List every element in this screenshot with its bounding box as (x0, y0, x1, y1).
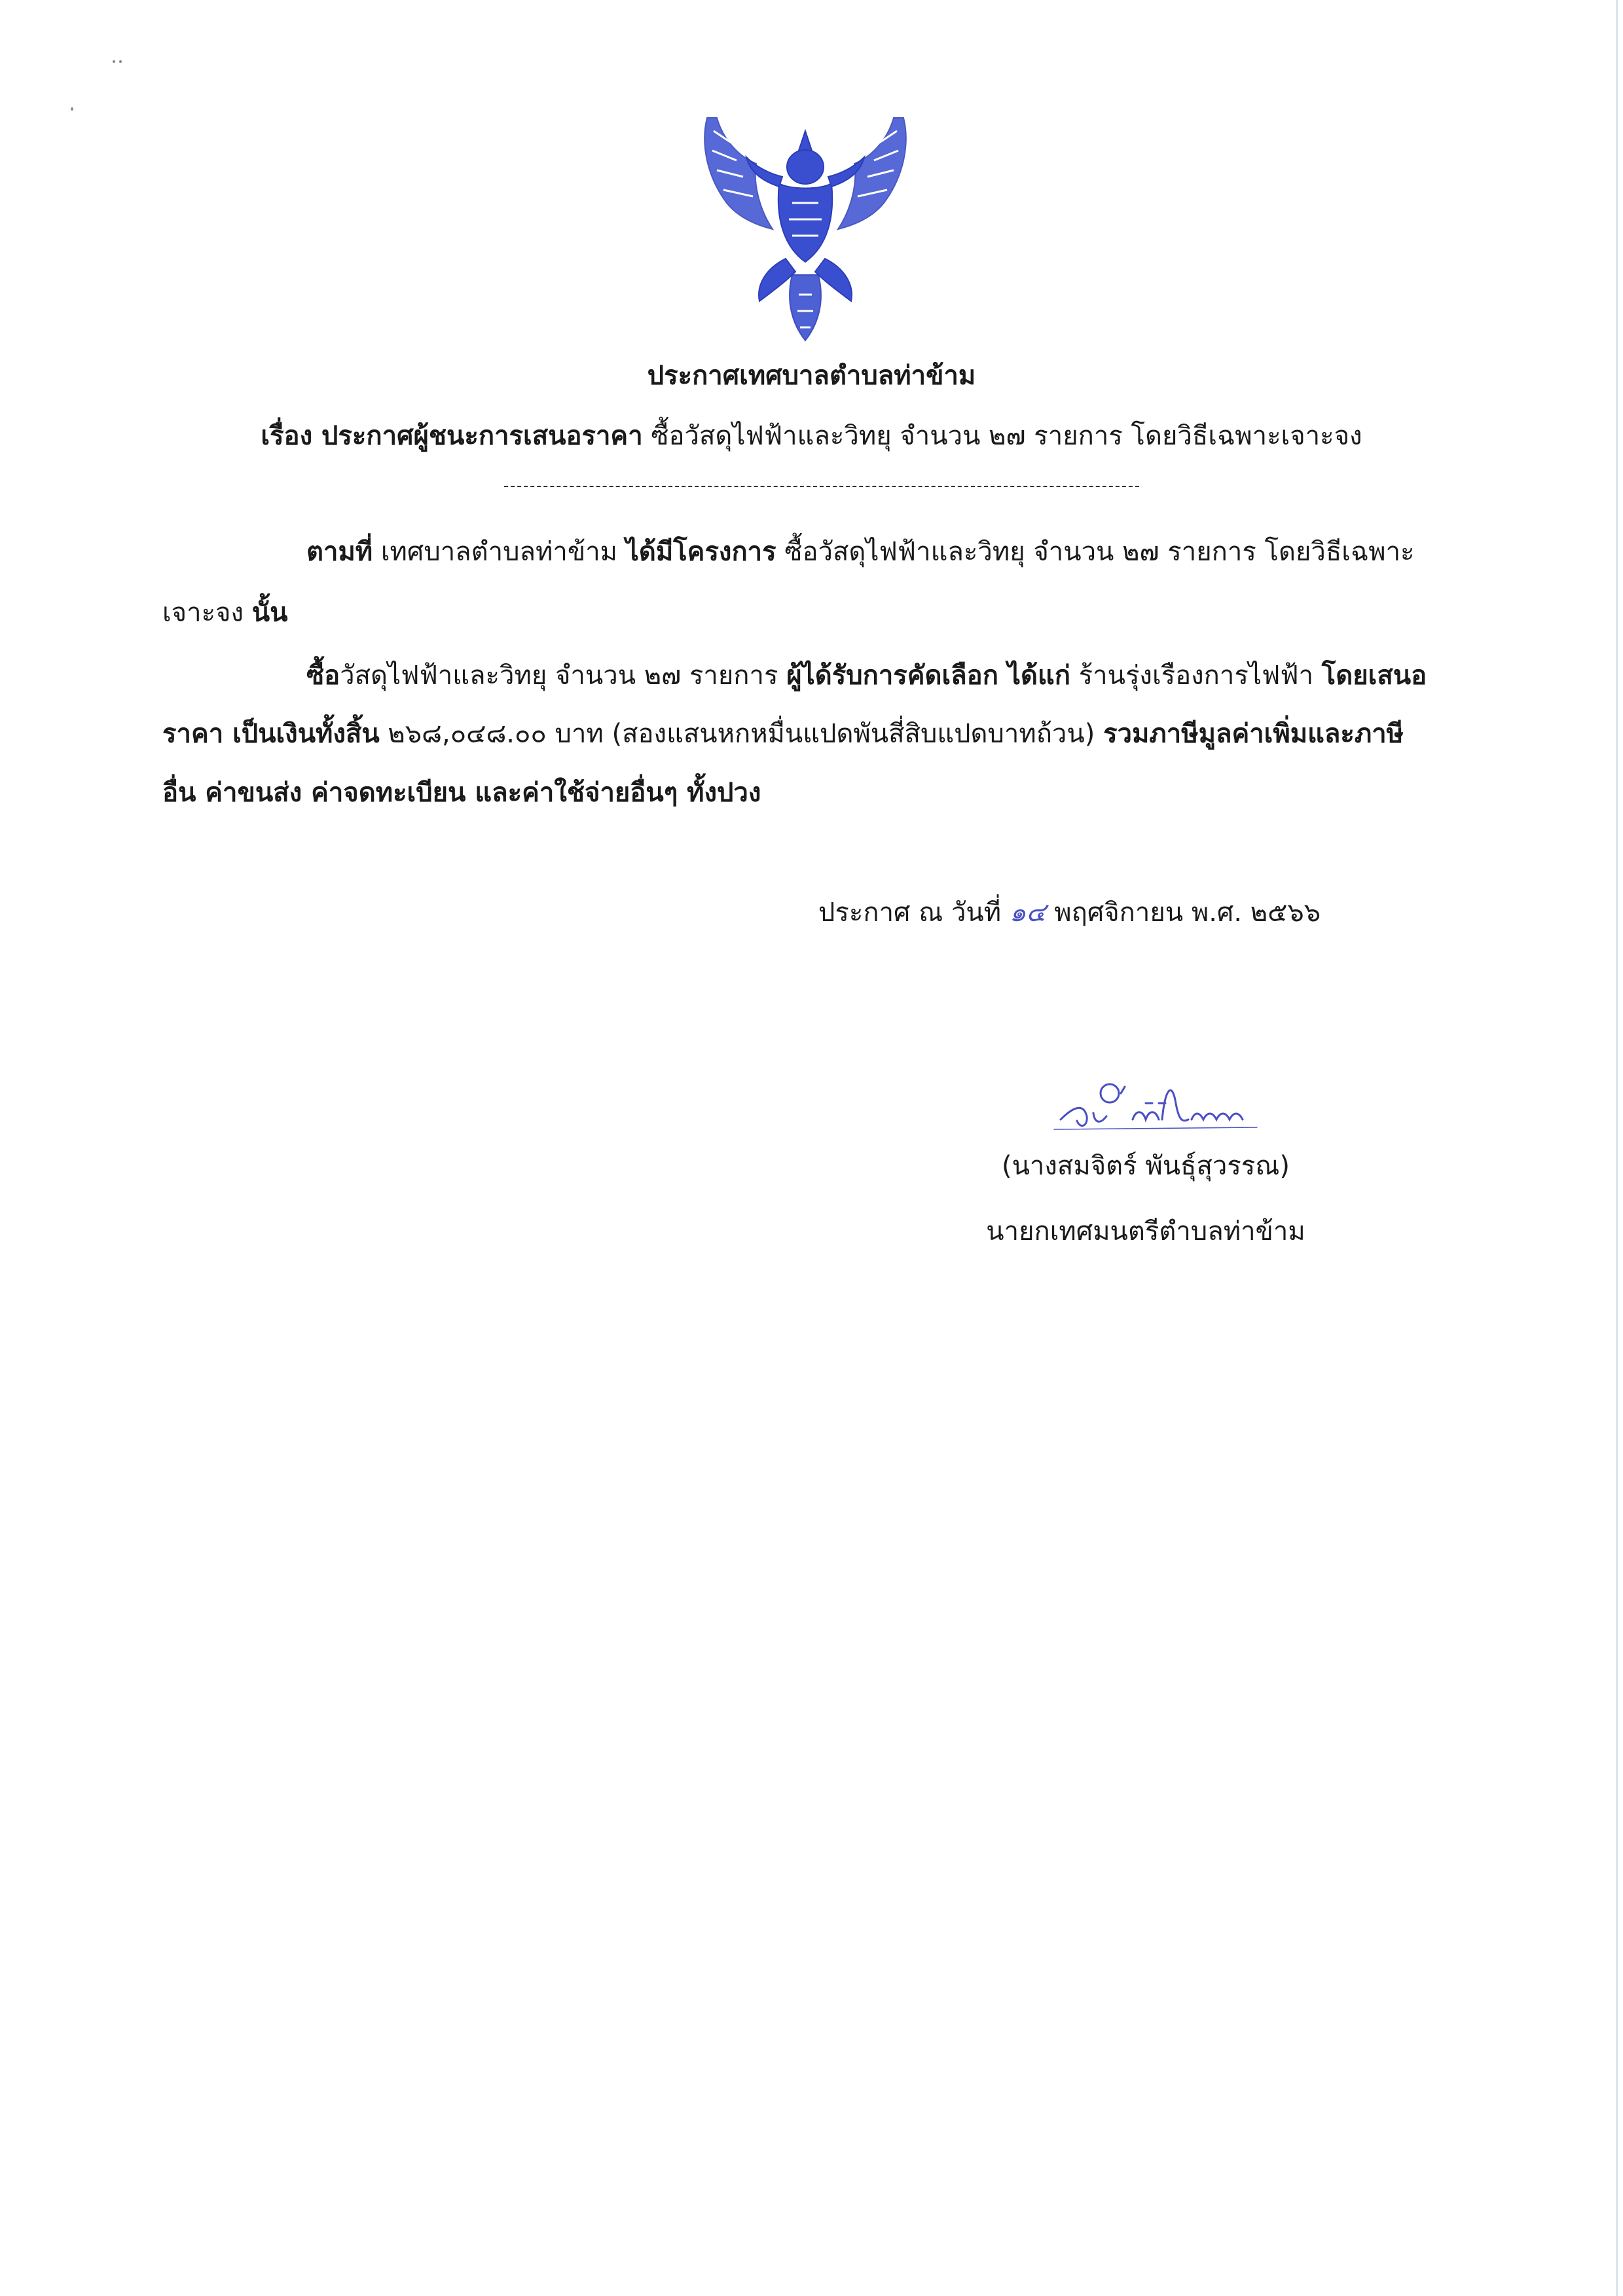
handwritten-day: ๑๔ (1009, 898, 1046, 928)
text-bold: ผู้ได้รับการคัดเลือก ได้แก่ (786, 661, 1070, 691)
paragraph-1-line-1 (306, 535, 1415, 569)
signatory-name: (นางสมจิตร์ พันธุ์สุวรรณ) (1001, 1151, 1290, 1181)
paragraph-1-line-2 (162, 596, 287, 630)
text: ๒๖๘,๐๔๘.๐๐ บาท (สองแสนหกหมื่นแปดพันสี่สิบแปดบาทถ้วน) (379, 719, 1104, 749)
text: เทศบาลตำบลท่าข้าม (373, 537, 626, 567)
scan-speck (71, 107, 73, 111)
separator-line (504, 486, 1139, 487)
text-bold: โดยเสนอ (1321, 661, 1427, 691)
paragraph-2-line-3 (162, 776, 761, 810)
announcement-subject (0, 419, 1623, 453)
date-month-year: พฤศจิกายน พ.ศ. ๒๕๖๖ (1054, 898, 1321, 928)
text-bold: ตามที่ (306, 537, 373, 567)
text: ซื้อวัสดุไฟฟ้าและวิทยุ จำนวน ๒๗ รายการ โดยวิธีเฉพาะ (776, 537, 1415, 567)
paragraph-2-line-1 (306, 659, 1427, 693)
text: เจาะจง (162, 598, 252, 628)
announcement-date (818, 896, 1321, 930)
handwritten-signature (1048, 1074, 1270, 1146)
text: วัสดุไฟฟ้าและวิทยุ จำนวน ๒๗ รายการ (340, 661, 787, 691)
page-edge-line (1616, 0, 1618, 2296)
subject-prefix: เรื่อง ประกาศผู้ชนะการเสนอราคา (261, 421, 643, 451)
date-prefix: ประกาศ ณ วันที่ (818, 898, 1002, 928)
garuda-emblem-icon (694, 105, 917, 347)
text-bold: อื่น ค่าขนส่ง ค่าจดทะเบียน และค่าใช้จ่ายอื่นๆ ทั้งปวง (162, 778, 761, 808)
text-bold: รวมภาษีมูลค่าเพิ่มและภาษี (1103, 719, 1404, 749)
text: ร้านรุ่งเรืองการไฟฟ้า (1070, 661, 1322, 691)
signatory-position: นายกเทศมนตรีตำบลท่าข้าม (986, 1216, 1305, 1247)
paragraph-2-line-2 (162, 717, 1404, 751)
announcement-title: ประกาศเทศบาลตำบลท่าข้าม (647, 361, 976, 391)
text-bold: ซื้อ (306, 661, 340, 691)
text-bold: ราคา เป็นเงินทั้งสิ้น (162, 719, 380, 749)
scan-speck (119, 60, 122, 63)
text-bold: นั้น (251, 598, 288, 628)
text-bold: ได้มีโครงการ (625, 537, 776, 567)
subject-text: ซื้อวัสดุไฟฟ้าและวิทยุ จำนวน ๒๗ รายการ โดยวิธีเฉพาะเจาะจง (642, 421, 1362, 451)
scan-speck (113, 60, 115, 63)
